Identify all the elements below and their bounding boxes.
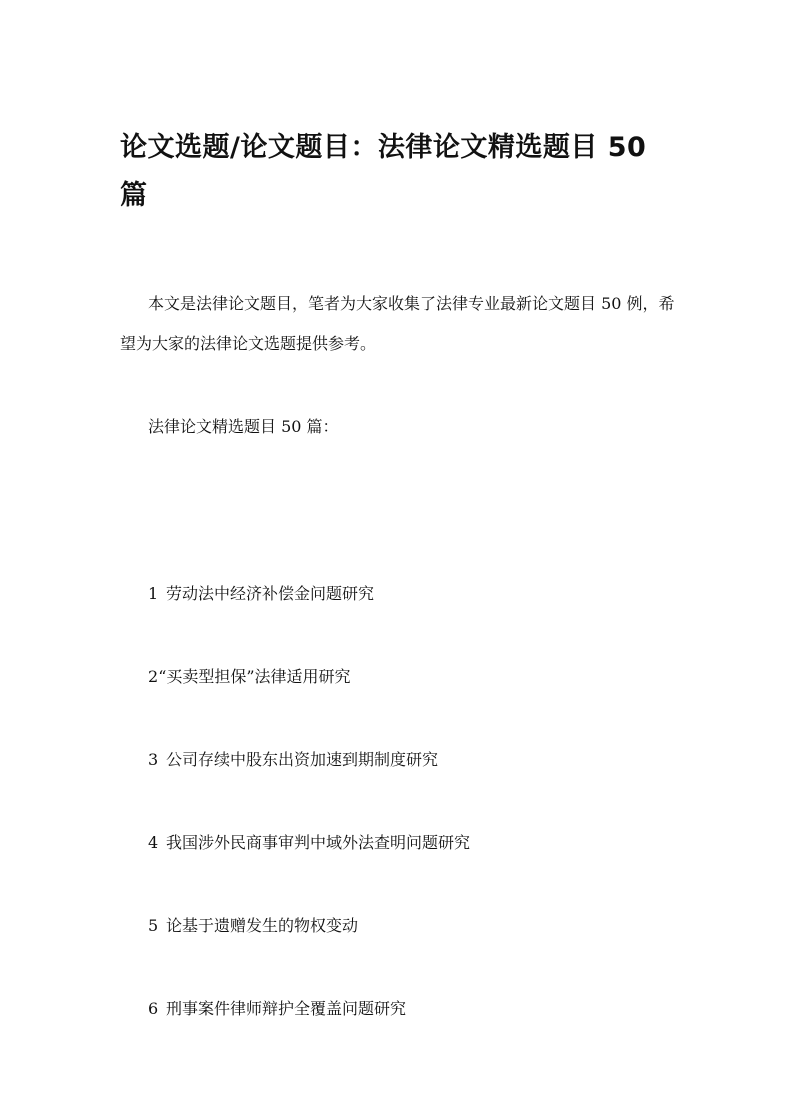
intro-paragraph: 本文是法律论文题目，笔者为大家收集了法律专业最新论文题目 50 例，希望为大家的法律论文选题提供参考。	[120, 294, 675, 353]
list-item-text: “买卖型担保”法律适用研究	[158, 667, 351, 686]
list-item-text: 我国涉外民商事审判中域外法查明问题研究	[166, 833, 471, 852]
list-item	[148, 908, 358, 944]
list-item-number: 6	[148, 999, 159, 1018]
list-item-number: 1	[148, 584, 159, 603]
document-title: 论文选题/论文题目：法律论文精选题目 50 篇	[120, 132, 647, 211]
list-item	[148, 742, 438, 778]
list-item-text: 刑事案件律师辩护全覆盖问题研究	[166, 999, 407, 1018]
list-item	[148, 991, 406, 1027]
list-item-text: 公司存续中股东出资加速到期制度研究	[166, 750, 439, 769]
list-item-number: 2	[148, 667, 159, 686]
list-item	[148, 825, 470, 861]
list-item	[148, 659, 351, 695]
list-heading: 法律论文精选题目 50 篇：	[148, 417, 339, 436]
list-item-text: 论基于遗赠发生的物权变动	[166, 916, 359, 935]
list-item-number: 4	[148, 833, 159, 852]
list-item-text: 劳动法中经济补偿金问题研究	[166, 584, 375, 603]
list-item	[148, 576, 374, 612]
list-item-number: 3	[148, 750, 159, 769]
list-item-number: 5	[148, 916, 159, 935]
